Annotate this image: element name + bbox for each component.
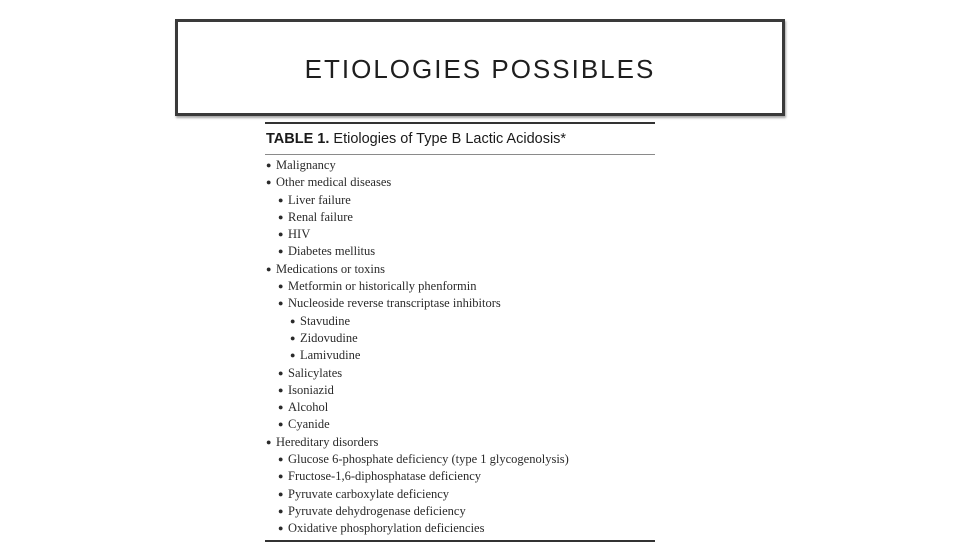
- list-item-text: Pyruvate carboxylate deficiency: [288, 486, 450, 501]
- list-item-text: Pyruvate dehydrogenase deficiency: [288, 503, 466, 518]
- list-item: [265, 209, 655, 226]
- list-item: [265, 399, 655, 416]
- bullet-icon: ●: [278, 281, 284, 292]
- list-item: [265, 174, 655, 191]
- bullet-icon: ●: [266, 160, 272, 170]
- slide-title: ETIOLOGIES POSSIBLES: [304, 54, 656, 84]
- bullet-icon: ●: [290, 350, 296, 361]
- list-item: [265, 416, 655, 433]
- bullet-icon: ●: [278, 298, 284, 309]
- bullet-icon: ●: [278, 384, 284, 395]
- bullet-icon: ●: [278, 194, 284, 205]
- list-item: [265, 486, 655, 503]
- list-item: [265, 243, 655, 260]
- list-item-text: Fructose-1,6-diphosphatase deficiency: [288, 469, 481, 484]
- bullet-icon: ●: [278, 454, 284, 465]
- list-item-text: Medications or toxins: [276, 261, 386, 276]
- list-item-text: Zidovudine: [300, 330, 358, 345]
- bullet-icon: ●: [278, 471, 284, 482]
- list-item-text: Lamivudine: [300, 348, 361, 363]
- table-top-rule: [265, 122, 655, 124]
- list-item-text: HIV: [288, 227, 311, 242]
- list-item-text: Liver failure: [288, 192, 351, 207]
- bullet-icon: ●: [290, 332, 296, 343]
- bullet-icon: ●: [266, 436, 272, 447]
- list-item: [265, 295, 655, 312]
- list-item-text: Stavudine: [300, 313, 350, 328]
- list-item-text: Alcohol: [288, 400, 329, 415]
- list-item: [265, 157, 655, 174]
- list-item: [265, 226, 655, 243]
- list-item: [265, 503, 655, 520]
- table-label: TABLE 1.: [266, 131, 330, 147]
- list-item-text: Hereditary disorders: [276, 434, 379, 449]
- slide-title-box: [175, 19, 785, 116]
- list-item: [265, 347, 655, 364]
- list-item: [265, 313, 655, 330]
- list-item-text: Diabetes mellitus: [288, 244, 376, 259]
- list-item: [265, 192, 655, 209]
- list-item-text: Cyanide: [288, 417, 330, 432]
- list-item: [265, 520, 655, 537]
- etiologies-table: [265, 122, 655, 542]
- table-header-rule: [265, 154, 655, 155]
- list-item: [265, 382, 655, 399]
- bullet-icon: ●: [290, 315, 296, 326]
- bullet-icon: ●: [278, 246, 284, 257]
- bullet-icon: ●: [266, 263, 272, 274]
- list-item-text: Nucleoside reverse transcriptase inhibitors: [288, 296, 501, 311]
- bullet-icon: ●: [278, 505, 284, 516]
- bullet-icon: ●: [278, 211, 284, 222]
- list-item: [265, 278, 655, 295]
- bullet-icon: ●: [266, 177, 272, 188]
- list-item: [265, 468, 655, 485]
- list-item-text: Other medical diseases: [276, 175, 392, 190]
- bullet-icon: ●: [278, 402, 284, 413]
- list-item-text: Glucose 6-phosphate deficiency (type 1 glycogenolysis): [288, 452, 569, 467]
- bullet-icon: ●: [278, 419, 284, 430]
- list-item-text: Malignancy: [276, 158, 336, 172]
- table-heading: [265, 129, 655, 149]
- etiology-list: [265, 157, 655, 538]
- list-item-text: Metformin or historically phenformin: [288, 279, 477, 294]
- bullet-icon: ●: [278, 523, 284, 534]
- list-item: [265, 434, 655, 451]
- list-item-text: Salicylates: [288, 365, 343, 380]
- bullet-icon: ●: [278, 488, 284, 499]
- list-item: [265, 365, 655, 382]
- list-item-text: Renal failure: [288, 209, 353, 224]
- table-caption: Etiologies of Type B Lactic Acidosis*: [333, 131, 567, 147]
- bullet-icon: ●: [278, 229, 284, 240]
- list-item: [265, 330, 655, 347]
- list-item-text: Isoniazid: [288, 382, 334, 397]
- list-item: [265, 261, 655, 278]
- list-item-text: Oxidative phosphorylation deficiencies: [288, 521, 485, 536]
- list-item: [265, 451, 655, 468]
- bullet-icon: ●: [278, 367, 284, 378]
